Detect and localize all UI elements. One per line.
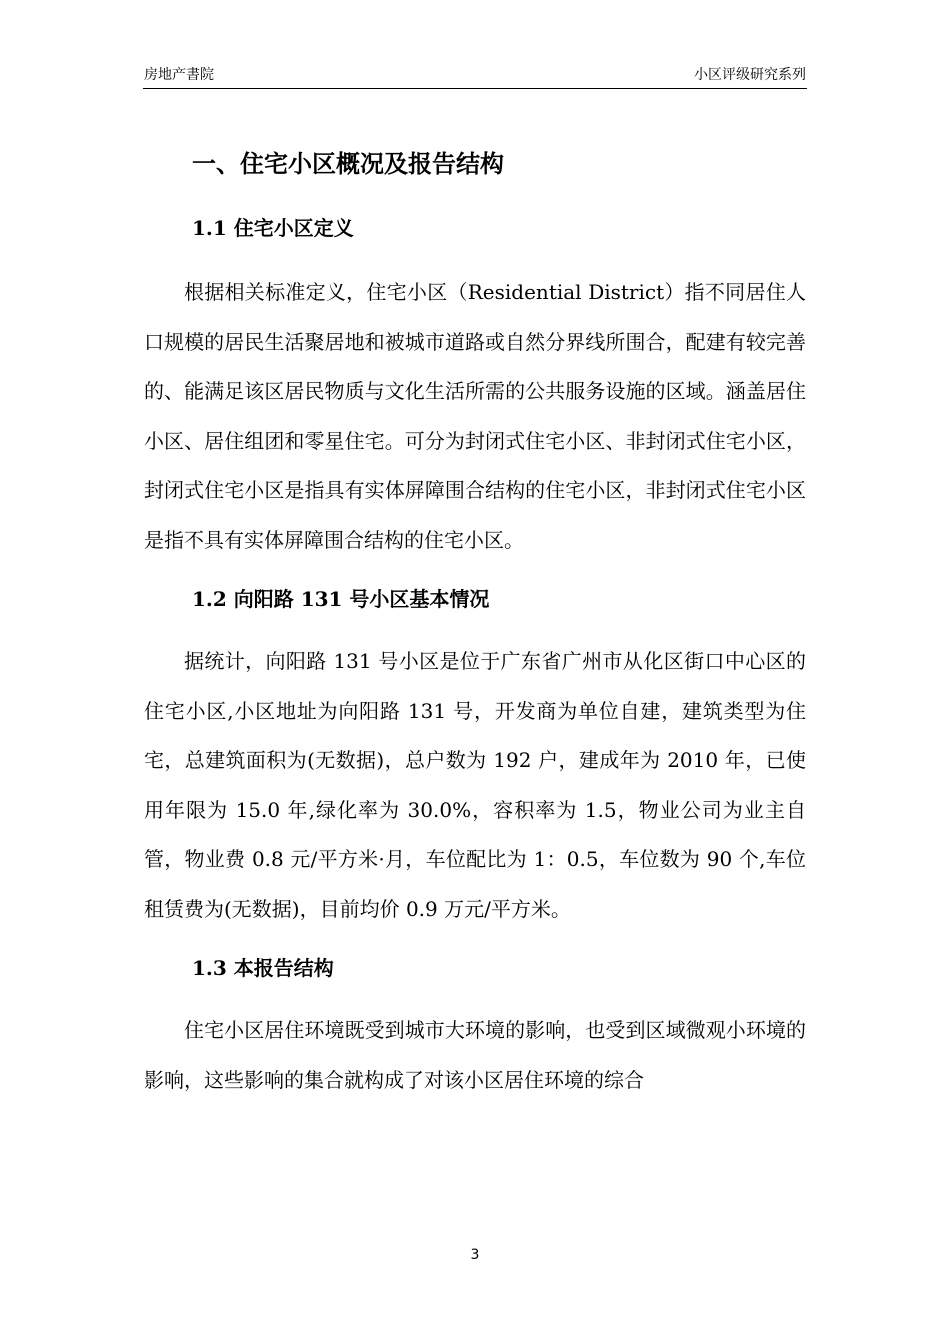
section-title: 一、住宅小区概况及报告结构 (192, 149, 504, 178)
paragraph-definition: 根据相关标准定义，住宅小区（Residential District）指不同居住人口规模的居民生活聚居地和被城市道路或自然分界线所围合，配建有较完善的、能满足该区居民物质与文化生活所需的公共服务设施的区域。涵盖居住小区、居住组团和零星住宅。可分为封闭式住宅小区、非封闭式住宅小区，封闭式住宅小区是指具有实体屏障围合结构的住宅小区，非封闭式住宅小区是指不具有实体屏障围合结构的住宅小区。 (144, 280, 806, 552)
paragraph-report-structure: 住宅小区居住环境既受到城市大环境的影响，也受到区域微观小环境的影响，这些影响的集合就构成了对该小区居住环境的综合 (144, 1018, 806, 1092)
header-series-title: 小区评级研究系列 (694, 67, 806, 83)
header-publisher: 房地产書院 (144, 67, 214, 83)
header-divider (143, 88, 807, 89)
subsection-heading-basic-info: 1.2 向阳路 131 号小区基本情况 (192, 587, 490, 611)
subsection-heading-definition: 1.1 住宅小区定义 (192, 216, 354, 240)
page-number: 3 (470, 1247, 480, 1263)
paragraph-basic-info: 据统计，向阳路 131 号小区是位于广东省广州市从化区街口中心区的住宅小区,小区地址为向阳路 131 号，开发商为单位自建，建筑类型为住宅，总建筑面积为(无数据)，总户数为 192 户，建成年为 2010 年，已使用年限为 15.0 年,绿化率为 30.0%，容积率为 1.5，物业公司为业主自管，物业费 0.8 元/平方米·月，车位配比为 1：0.5，车位数为 90 个,车位租赁费为(无数据)，目前均价 0.9 万元/平方米。 (144, 649, 806, 921)
subsection-heading-report-structure: 1.3 本报告结构 (192, 956, 334, 980)
document-body (144, 140, 806, 1105)
